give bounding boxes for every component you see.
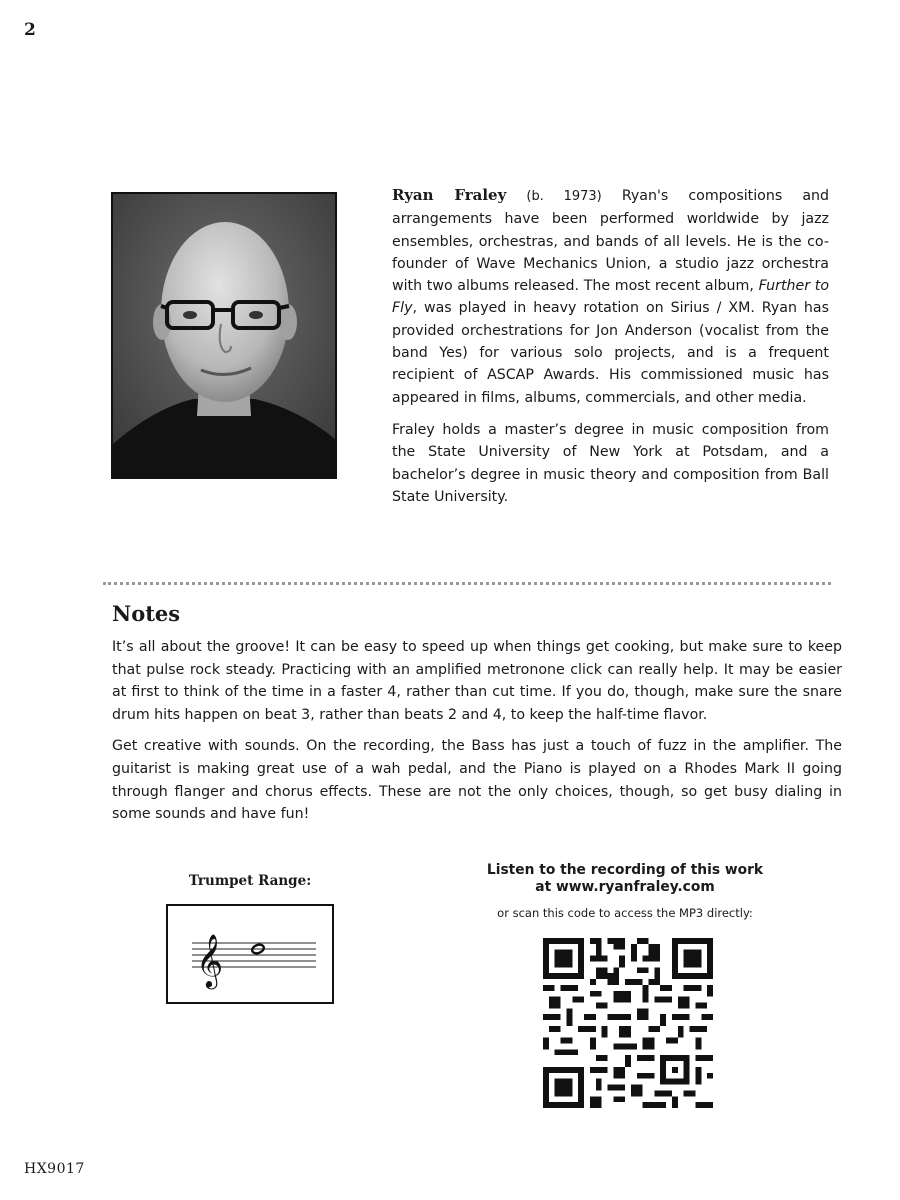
author-bio bbox=[392, 184, 829, 518]
footer-catalog-code: HX9017 bbox=[24, 1161, 85, 1177]
listen-line-1: Listen to the recording of this work bbox=[486, 862, 764, 878]
album-title: Further to Fly bbox=[392, 278, 830, 317]
page-number: 2 bbox=[24, 20, 36, 40]
notes-paragraph-1: It’s all about the groove! It can be easy to speed up when things get cooking, but make sure to keep that pulse rock steady. Practicing with an amplified metronone click can really help. It may be easier at first to think of the time in a faster 4, rather than cut time. If you do, though, make sure the snare drum hits happen on beat 3, rather than beats 2 and 4, to keep the half-time flavor. bbox=[112, 639, 842, 723]
trumpet-range-label: Trumpet Range: bbox=[188, 873, 312, 889]
treble-clef-icon: 𝄞 bbox=[196, 933, 224, 987]
staff-notation bbox=[168, 906, 332, 1002]
author-photo bbox=[111, 192, 337, 479]
bio-paragraph-2: Fraley holds a master’s degree in music composition from the State University of New York at Potsdam, and a bachelor’s degree in music theory and composition from Ball State University. bbox=[392, 421, 829, 505]
listen-line-2: at www.ryanfraley.com bbox=[535, 879, 715, 895]
notes-body bbox=[112, 636, 842, 835]
scan-instruction: or scan this code to access the MP3 directly: bbox=[497, 906, 753, 920]
author-birth-year: (b. 1973) bbox=[526, 189, 602, 204]
trumpet-range-staff bbox=[166, 904, 334, 1004]
listen-heading bbox=[470, 862, 780, 896]
qr-code[interactable] bbox=[543, 938, 713, 1108]
bio-text-1a: Ryan's compositions and arrangements have been performed worldwide by jazz ensembles, orchestras, and bands of all levels. He is the co-founder of Wave Mechanics Union, a studio jazz orchestra with two albums released. The most recent album, bbox=[392, 188, 830, 295]
qr-code-image bbox=[543, 938, 713, 1108]
bio-paragraph-1 bbox=[392, 184, 829, 409]
author-name: Ryan Fraley bbox=[392, 186, 507, 204]
section-divider bbox=[103, 582, 831, 585]
notes-heading: Notes bbox=[112, 601, 181, 626]
notes-paragraph-2: Get creative with sounds. On the recording, the Bass has just a touch of fuzz in the amplifier. The guitarist is making great use of a wah pedal, and the Piano is played on a Rhodes Mark II going through flanger and chorus effects. These are not the only choices, though, so get busy dialing in some sounds and have fun! bbox=[112, 738, 842, 823]
portrait-image bbox=[113, 194, 335, 477]
bio-text-1b: , was played in heavy rotation on Sirius / XM. Ryan has provided orchestrations for Jon Anderson (vocalist from the band Yes) for various solo projects, and is a frequent recipient of ASCAP Awards. His commissioned music has appeared in films, albums, commercials, and other media. bbox=[392, 300, 829, 406]
